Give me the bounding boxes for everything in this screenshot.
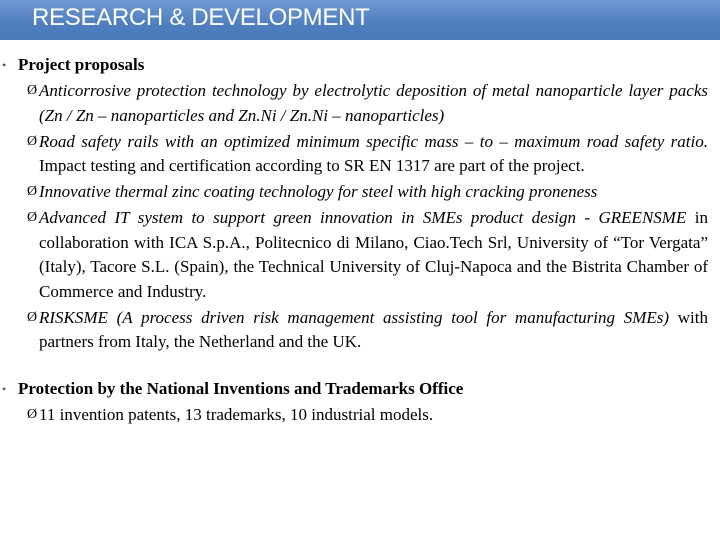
list-item: [0, 180, 720, 205]
item-italic-text: Anticorrosive protection technology by electrolytic deposition of metal nanoparticle layer packs (Zn / Zn – nanoparticles and Zn.Ni / Zn.Ni – nanoparticles): [39, 81, 708, 125]
item-text: Impact testing and certification according to SR EN 1317 are part of the project.: [39, 156, 585, 175]
list-item: [0, 306, 720, 355]
item-text: 11 invention patents, 13 trademarks, 10 industrial models.: [39, 404, 434, 424]
sub-bullet-list: [0, 403, 720, 428]
arrow-bullet-icon: Ø: [27, 83, 38, 98]
arrow-bullet-icon: Ø: [27, 309, 38, 325]
arrow-bullet-icon: Ø: [27, 210, 38, 225]
page-title: RESEARCH & DEVELOPMENT: [32, 4, 370, 31]
section-protection: [0, 377, 720, 428]
arrow-bullet-icon: Ø: [27, 133, 38, 149]
list-item: [0, 130, 720, 179]
bullet-icon: •: [2, 58, 7, 72]
section-project-proposals: [0, 53, 720, 355]
list-item: [0, 403, 720, 428]
bullet-heading: [0, 53, 720, 77]
item-italic-text: Innovative thermal zinc coating technology for steel with high cracking proneness: [39, 182, 598, 201]
item-text: with partners from Italy, the Netherland and the UK.: [39, 307, 708, 351]
arrow-bullet-icon: Ø: [27, 184, 38, 199]
item-italic-text: Advanced IT system to support green innovation in SMEs product design - GREENSME: [39, 208, 687, 227]
item-italic-text: RISKSME (A process driven risk management assisting tool for manufacturing SMEs): [39, 307, 670, 327]
item-text: in collaboration with ICA S.p.A., Politecnico di Milano, Ciao.Tech Srl, University of “Tor Vergata” (Italy), Tacore S.L. (Spain), the Technical University of Cluj-Napoca and the Bistrita Chamber of Commerce and Industry.: [39, 208, 708, 301]
arrow-bullet-icon: Ø: [27, 406, 38, 422]
item-italic-text: Road safety rails with an optimized minimum specific mass – to – maximum road safety ratio.: [39, 131, 708, 151]
heading-text: Protection by the National Inventions and Trademarks Office: [18, 378, 464, 398]
header-bar: [0, 0, 720, 40]
list-item: [0, 206, 720, 304]
bullet-heading: [0, 377, 720, 401]
bullet-icon: •: [2, 381, 7, 396]
list-item: [0, 79, 720, 128]
slide-content: [0, 53, 720, 429]
sub-bullet-list: [0, 79, 720, 355]
heading-text: Project proposals: [18, 55, 145, 74]
